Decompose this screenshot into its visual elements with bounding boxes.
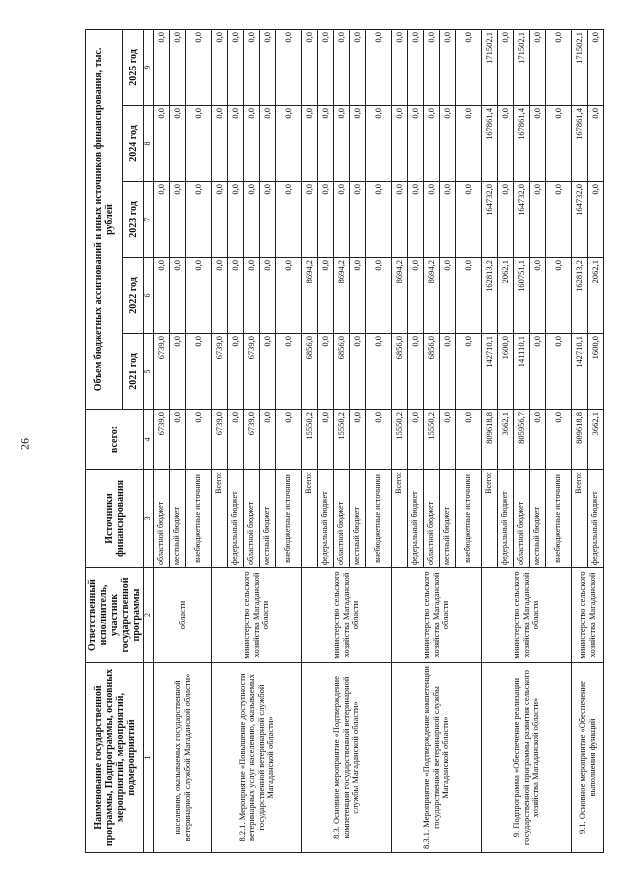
source-cell: внебюджетные источники bbox=[276, 470, 302, 568]
year-value-cell: 0,0 bbox=[546, 334, 572, 410]
year-value-cell: 0,0 bbox=[408, 334, 424, 410]
total-value-cell: 0,0 bbox=[408, 410, 424, 470]
year-value-cell: 0,0 bbox=[530, 258, 546, 334]
budget-table bbox=[85, 29, 604, 853]
year-value-cell: 0,0 bbox=[212, 258, 228, 334]
column-index: 5 bbox=[144, 334, 154, 410]
year-value-cell: 0,0 bbox=[366, 334, 392, 410]
year-value-cell: 8694,2 bbox=[424, 258, 440, 334]
year-value-cell: 0,0 bbox=[276, 334, 302, 410]
year-value-cell: 6739,0 bbox=[212, 334, 228, 410]
source-cell: областной бюджет bbox=[244, 470, 260, 568]
year-value-cell: 171502,1 bbox=[514, 29, 530, 105]
column-index: 8 bbox=[144, 106, 154, 182]
year-value-cell: 0,0 bbox=[276, 29, 302, 105]
year-value-cell: 0,0 bbox=[302, 182, 318, 258]
year-value-cell: 0,0 bbox=[440, 334, 456, 410]
year-value-cell: 0,0 bbox=[318, 106, 334, 182]
source-cell: федеральный бюджет bbox=[588, 470, 604, 568]
source-cell: местный бюджет bbox=[440, 470, 456, 568]
year-value-cell: 1600,0 bbox=[588, 334, 604, 410]
year-value-cell: 0,0 bbox=[392, 182, 408, 258]
year-value-cell: 0,0 bbox=[334, 29, 350, 105]
year-value-cell: 0,0 bbox=[212, 106, 228, 182]
source-cell: внебюджетные источники bbox=[186, 470, 212, 568]
year-value-cell: 142710,1 bbox=[482, 334, 498, 410]
total-value-cell: 0,0 bbox=[546, 410, 572, 470]
year-value-cell: 0,0 bbox=[186, 182, 212, 258]
column-index: 1 bbox=[144, 663, 154, 853]
year-value-cell: 0,0 bbox=[350, 258, 366, 334]
year-value-cell: 0,0 bbox=[302, 29, 318, 105]
source-cell: Всего: bbox=[392, 470, 408, 568]
year-value-cell: 0,0 bbox=[276, 106, 302, 182]
year-value-cell: 0,0 bbox=[260, 182, 276, 258]
row-name-cell: 8.2.1. Мероприятие «Повышение доступности ветеринарных услуг населению, оказываемых государственной ветеринарной службой Магаданской области» bbox=[212, 663, 302, 853]
row-name-cell: 9. Подпрограмма «Обеспечение реализации государственной программы развития сельского хозяйства Магаданской области» bbox=[482, 663, 572, 853]
year-value-cell: 162813,2 bbox=[572, 258, 588, 334]
year-value-cell: 0,0 bbox=[318, 258, 334, 334]
year-value-cell: 0,0 bbox=[408, 182, 424, 258]
year-value-cell: 0,0 bbox=[170, 29, 186, 105]
year-value-cell: 0,0 bbox=[154, 29, 170, 105]
year-value-cell: 0,0 bbox=[350, 29, 366, 105]
year-value-cell: 0,0 bbox=[260, 29, 276, 105]
year-value-cell: 0,0 bbox=[530, 29, 546, 105]
year-value-cell: 6856,0 bbox=[302, 334, 318, 410]
total-value-cell: 805956,7 bbox=[514, 410, 530, 470]
column-index: 7 bbox=[144, 182, 154, 258]
year-value-cell: 2062,1 bbox=[498, 258, 514, 334]
year-value-cell: 0,0 bbox=[546, 106, 572, 182]
year-value-cell: 6856,0 bbox=[334, 334, 350, 410]
header-year: 2024 год bbox=[123, 106, 144, 182]
row-name-cell: 9.1. Основное мероприятие «Обеспечение выполнения функций bbox=[572, 663, 604, 853]
executor-cell: министерство сельского хозяйства Магаданской области bbox=[482, 568, 572, 663]
source-cell: областной бюджет bbox=[154, 470, 170, 568]
header-name: Наименование государственной программы, Подпрограммы, основных мероприятий, мероприятий, подмероприятий bbox=[86, 663, 144, 853]
table-row bbox=[482, 29, 498, 852]
year-value-cell: 6739,0 bbox=[244, 334, 260, 410]
page-number: 26 bbox=[17, 438, 32, 450]
year-value-cell: 6856,0 bbox=[392, 334, 408, 410]
year-value-cell: 0,0 bbox=[530, 106, 546, 182]
total-value-cell: 0,0 bbox=[228, 410, 244, 470]
total-value-cell: 0,0 bbox=[318, 410, 334, 470]
total-value-cell: 3662,1 bbox=[588, 410, 604, 470]
total-value-cell: 809618,8 bbox=[572, 410, 588, 470]
year-value-cell: 0,0 bbox=[244, 29, 260, 105]
year-value-cell: 171502,1 bbox=[482, 29, 498, 105]
header-year: 2025 год bbox=[123, 29, 144, 105]
header-year: 2022 год bbox=[123, 258, 144, 334]
year-value-cell: 0,0 bbox=[408, 106, 424, 182]
header-executor: Ответственный исполнитель, участник государственной программы bbox=[86, 568, 144, 663]
source-cell: федеральный бюджет bbox=[318, 470, 334, 568]
source-cell: Всего: bbox=[482, 470, 498, 568]
total-value-cell: 0,0 bbox=[186, 410, 212, 470]
year-value-cell: 167861,4 bbox=[572, 106, 588, 182]
year-value-cell: 0,0 bbox=[456, 29, 482, 105]
header-funding-group: Объем бюджетных ассигнований и иных источников финансирования, тыс. рублей bbox=[86, 29, 123, 409]
source-cell: областной бюджет bbox=[514, 470, 530, 568]
year-value-cell: 0,0 bbox=[350, 106, 366, 182]
year-value-cell: 0,0 bbox=[212, 29, 228, 105]
year-value-cell: 0,0 bbox=[302, 106, 318, 182]
table-row bbox=[212, 29, 228, 852]
total-value-cell: 0,0 bbox=[276, 410, 302, 470]
total-value-cell: 6739,0 bbox=[154, 410, 170, 470]
year-value-cell: 0,0 bbox=[440, 29, 456, 105]
year-value-cell: 0,0 bbox=[424, 106, 440, 182]
year-value-cell: 162813,2 bbox=[482, 258, 498, 334]
year-value-cell: 0,0 bbox=[392, 106, 408, 182]
year-value-cell: 0,0 bbox=[456, 334, 482, 410]
year-value-cell: 167861,4 bbox=[514, 106, 530, 182]
source-cell: Всего: bbox=[572, 470, 588, 568]
year-value-cell: 0,0 bbox=[424, 182, 440, 258]
table-body bbox=[154, 29, 604, 852]
total-value-cell: 6739,0 bbox=[244, 410, 260, 470]
column-index: 6 bbox=[144, 258, 154, 334]
year-value-cell: 164732,0 bbox=[514, 182, 530, 258]
executor-cell: министерство сельского хозяйства Магаданской области bbox=[302, 568, 392, 663]
year-value-cell: 0,0 bbox=[546, 182, 572, 258]
year-value-cell: 0,0 bbox=[244, 106, 260, 182]
year-value-cell: 0,0 bbox=[498, 182, 514, 258]
year-value-cell: 0,0 bbox=[318, 29, 334, 105]
year-value-cell: 171502,1 bbox=[572, 29, 588, 105]
source-cell: внебюджетные источники bbox=[366, 470, 392, 568]
source-cell: местный бюджет bbox=[350, 470, 366, 568]
year-value-cell: 0,0 bbox=[334, 106, 350, 182]
year-value-cell: 0,0 bbox=[260, 334, 276, 410]
year-value-cell: 164732,0 bbox=[572, 182, 588, 258]
year-value-cell: 0,0 bbox=[366, 182, 392, 258]
year-value-cell: 0,0 bbox=[440, 182, 456, 258]
total-value-cell: 0,0 bbox=[366, 410, 392, 470]
header-total: всего: bbox=[86, 410, 144, 470]
year-value-cell: 0,0 bbox=[170, 258, 186, 334]
year-value-cell: 0,0 bbox=[366, 106, 392, 182]
total-value-cell: 15550,2 bbox=[334, 410, 350, 470]
executor-cell: министерство сельского хозяйства Магаданской bbox=[572, 568, 604, 663]
year-value-cell: 0,0 bbox=[530, 182, 546, 258]
source-cell: федеральный бюджет bbox=[228, 470, 244, 568]
year-value-cell: 167861,4 bbox=[482, 106, 498, 182]
year-value-cell: 0,0 bbox=[408, 29, 424, 105]
total-value-cell: 0,0 bbox=[530, 410, 546, 470]
table-row bbox=[572, 29, 588, 852]
year-value-cell: 0,0 bbox=[408, 258, 424, 334]
year-value-cell: 0,0 bbox=[366, 29, 392, 105]
year-value-cell: 164732,0 bbox=[482, 182, 498, 258]
total-value-cell: 0,0 bbox=[350, 410, 366, 470]
year-value-cell: 0,0 bbox=[228, 106, 244, 182]
year-value-cell: 0,0 bbox=[186, 106, 212, 182]
year-value-cell: 6856,0 bbox=[424, 334, 440, 410]
total-value-cell: 0,0 bbox=[170, 410, 186, 470]
year-value-cell: 0,0 bbox=[530, 334, 546, 410]
year-value-cell: 0,0 bbox=[244, 182, 260, 258]
row-name-cell: 8.3.1. Мероприятие «Подтверждение компетенции государственной ветеринарной службы Магаданской области» bbox=[392, 663, 482, 853]
year-value-cell: 0,0 bbox=[228, 334, 244, 410]
year-value-cell: 0,0 bbox=[186, 258, 212, 334]
column-index: 2 bbox=[144, 568, 154, 663]
table-row bbox=[392, 29, 408, 852]
source-cell: местный бюджет bbox=[170, 470, 186, 568]
year-value-cell: 160751,1 bbox=[514, 258, 530, 334]
year-value-cell: 6739,0 bbox=[154, 334, 170, 410]
column-index: 3 bbox=[144, 470, 154, 568]
year-value-cell: 0,0 bbox=[228, 182, 244, 258]
year-value-cell: 0,0 bbox=[154, 182, 170, 258]
year-value-cell: 0,0 bbox=[212, 182, 228, 258]
total-value-cell: 15550,2 bbox=[302, 410, 318, 470]
year-value-cell: 0,0 bbox=[440, 106, 456, 182]
row-name-cell: 8.3. Основное мероприятие «Подтверждение компетенции государственной ветеринарной службы Магаданской области» bbox=[302, 663, 392, 853]
column-index: 9 bbox=[144, 29, 154, 105]
executor-cell: области bbox=[154, 568, 212, 663]
year-value-cell: 0,0 bbox=[318, 334, 334, 410]
total-value-cell: 0,0 bbox=[260, 410, 276, 470]
year-value-cell: 0,0 bbox=[260, 258, 276, 334]
year-value-cell: 0,0 bbox=[170, 182, 186, 258]
source-cell: Всего: bbox=[212, 470, 228, 568]
year-value-cell: 0,0 bbox=[366, 258, 392, 334]
table-row bbox=[302, 29, 318, 852]
total-value-cell: 15550,2 bbox=[424, 410, 440, 470]
rotated-page bbox=[85, 30, 600, 853]
year-value-cell: 0,0 bbox=[546, 29, 572, 105]
source-cell: областной бюджет bbox=[424, 470, 440, 568]
header-sources: Источники финансирования bbox=[86, 470, 144, 568]
year-value-cell: 0,0 bbox=[392, 29, 408, 105]
year-value-cell: 2062,1 bbox=[588, 258, 604, 334]
year-value-cell: 0,0 bbox=[276, 258, 302, 334]
total-value-cell: 6739,0 bbox=[212, 410, 228, 470]
column-index: 4 bbox=[144, 410, 154, 470]
table-header bbox=[86, 29, 154, 852]
source-cell: Всего: bbox=[302, 470, 318, 568]
executor-cell: министерство сельского хозяйства Магаданской области bbox=[392, 568, 482, 663]
year-value-cell: 0,0 bbox=[498, 29, 514, 105]
year-value-cell: 0,0 bbox=[456, 182, 482, 258]
source-cell: внебюджетные источники bbox=[546, 470, 572, 568]
year-value-cell: 0,0 bbox=[350, 334, 366, 410]
year-value-cell: 0,0 bbox=[350, 182, 366, 258]
total-value-cell: 3662,1 bbox=[498, 410, 514, 470]
year-value-cell: 0,0 bbox=[588, 182, 604, 258]
year-value-cell: 0,0 bbox=[186, 29, 212, 105]
source-cell: федеральный бюджет bbox=[498, 470, 514, 568]
year-value-cell: 8694,2 bbox=[302, 258, 318, 334]
year-value-cell: 141110,1 bbox=[514, 334, 530, 410]
source-cell: местный бюджет bbox=[260, 470, 276, 568]
year-value-cell: 142710,1 bbox=[572, 334, 588, 410]
year-value-cell: 0,0 bbox=[456, 106, 482, 182]
year-value-cell: 0,0 bbox=[546, 258, 572, 334]
year-value-cell: 0,0 bbox=[588, 29, 604, 105]
year-value-cell: 0,0 bbox=[170, 334, 186, 410]
source-cell: федеральный бюджет bbox=[408, 470, 424, 568]
year-value-cell: 8694,2 bbox=[392, 258, 408, 334]
year-value-cell: 0,0 bbox=[154, 258, 170, 334]
year-value-cell: 0,0 bbox=[170, 106, 186, 182]
year-value-cell: 0,0 bbox=[456, 258, 482, 334]
year-value-cell: 0,0 bbox=[186, 334, 212, 410]
source-cell: областной бюджет bbox=[334, 470, 350, 568]
header-year: 2023 год bbox=[123, 182, 144, 258]
year-value-cell: 1600,0 bbox=[498, 334, 514, 410]
year-value-cell: 0,0 bbox=[260, 106, 276, 182]
year-value-cell: 0,0 bbox=[228, 258, 244, 334]
header-year: 2021 год bbox=[123, 334, 144, 410]
year-value-cell: 8694,2 bbox=[334, 258, 350, 334]
year-value-cell: 0,0 bbox=[318, 182, 334, 258]
table-row bbox=[154, 29, 170, 852]
year-value-cell: 0,0 bbox=[334, 182, 350, 258]
total-value-cell: 0,0 bbox=[456, 410, 482, 470]
year-value-cell: 0,0 bbox=[154, 106, 170, 182]
source-cell: местный бюджет bbox=[530, 470, 546, 568]
year-value-cell: 0,0 bbox=[588, 106, 604, 182]
year-value-cell: 0,0 bbox=[276, 182, 302, 258]
year-value-cell: 0,0 bbox=[440, 258, 456, 334]
row-name-cell: населению, оказываемых государственной ветеринарной службой Магаданской области» bbox=[154, 663, 212, 853]
total-value-cell: 809618,8 bbox=[482, 410, 498, 470]
year-value-cell: 0,0 bbox=[424, 29, 440, 105]
source-cell: внебюджетные источники bbox=[456, 470, 482, 568]
year-value-cell: 0,0 bbox=[244, 258, 260, 334]
total-value-cell: 15550,2 bbox=[392, 410, 408, 470]
year-value-cell: 0,0 bbox=[228, 29, 244, 105]
executor-cell: министерство сельского хозяйства Магаданской области bbox=[212, 568, 302, 663]
year-value-cell: 0,0 bbox=[498, 106, 514, 182]
total-value-cell: 0,0 bbox=[440, 410, 456, 470]
